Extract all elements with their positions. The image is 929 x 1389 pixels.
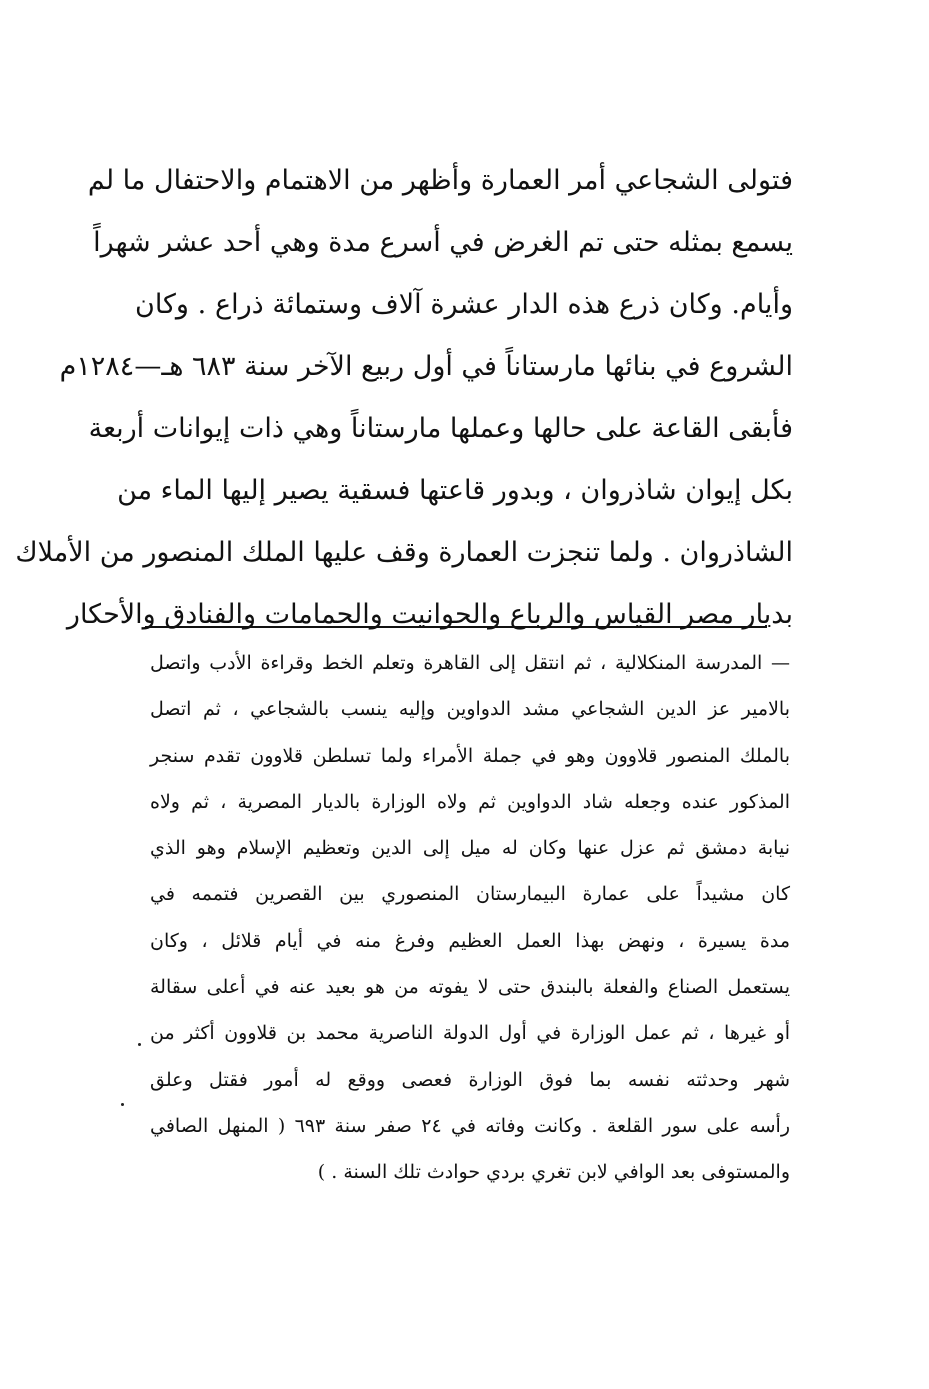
main-text-line: يسمع بمثله حتى تم الغرض في أسرع مدة وهي أحد عشر شهراً	[93, 227, 793, 258]
footnote-block	[150, 640, 790, 1196]
footnote-separator	[145, 626, 767, 628]
scan-speck	[138, 1043, 141, 1046]
footnote-line: شهر وحدثته نفسه بما فوق الوزارة فعصى ووقع له أمور فقتل وعلق	[150, 1068, 790, 1091]
footnote-line: المذكور عنده وجعله شاد الدواوين ثم ولاه الوزارة بالديار المصرية ، ثم ولاه	[150, 790, 790, 813]
footnote-line: مدة يسيرة ، ونهض بهذا العمل العظيم وفرغ منه في أيام قلائل ، وكان	[150, 929, 790, 952]
footnote-line: بالامير عز الدين الشجاعي مشد الدواوين وإليه ينسب بالشجاعي ، ثم اتصل	[150, 698, 790, 721]
main-text-line: الشروع في بنائها مارستاناً في أول ربيع الآخر سنة ٦٨٣ هـ—١٢٨٤م	[59, 351, 793, 382]
main-text-line: وأيام. وكان ذرع هذه الدار عشرة آلاف وستمائة ذراع . وكان	[135, 289, 793, 320]
footnote-line: كان مشيداً على عمارة البيمارستان المنصوري بين القصرين فتممه في	[150, 883, 790, 906]
footnote-line: رأسه على سور القلعة . وكانت وفاته في ٢٤ صفر سنة ٦٩٣ ( المنهل الصافي	[150, 1114, 791, 1137]
main-text-line: فأبقى القاعة على حالها وعملها مارستاناً وهي ذات إيوانات أربعة	[88, 413, 793, 444]
footnote-line: يستعمل الصناع والفعلة بالبندق حتى لا يفوته من هو بعيد عنه في أعلى سقالة	[150, 976, 790, 999]
main-text-line: فتولى الشجاعي أمر العمارة وأظهر من الاهتمام والاحتفال ما لم	[87, 165, 793, 196]
main-text-line: الشاذروان . ولما تنجزت العمارة وقف عليها الملك المنصور من الأملاك	[15, 537, 793, 568]
main-text-line: بديار مصر القياس والرباع والحوانيت والحمامات والفنادق والأحكار	[66, 599, 793, 630]
footnote-line: نيابة دمشق ثم عزل عنها وكان له ميل إلى الدين وتعظيم الإسلام وهو الذي	[150, 837, 790, 860]
scan-speck	[121, 1103, 124, 1106]
footnote-line: بالملك المنصور قلاوون وهو في جملة الأمراء ولما تسلطن قلاوون تقدم سنجر	[150, 744, 790, 767]
footnote-line: — المدرسة المنكلالية ، ثم انتقل إلى القاهرة وتعلم الخط وقراءة الأدب واتصل	[150, 652, 790, 674]
main-text-line: بكل إيوان شاذروان ، وبدور قاعتها فسقية يصير إليها الماء من	[117, 475, 793, 506]
footnote-line: والمستوفى بعد الوافي لابن تغري بردي حوادث تلك السنة . )	[317, 1161, 790, 1184]
footnote-line: أو غيرها ، ثم عمل الوزارة في أول الدولة الناصرية محمد بن قلاوون أكثر من	[150, 1022, 790, 1045]
main-text-block	[15, 150, 793, 646]
